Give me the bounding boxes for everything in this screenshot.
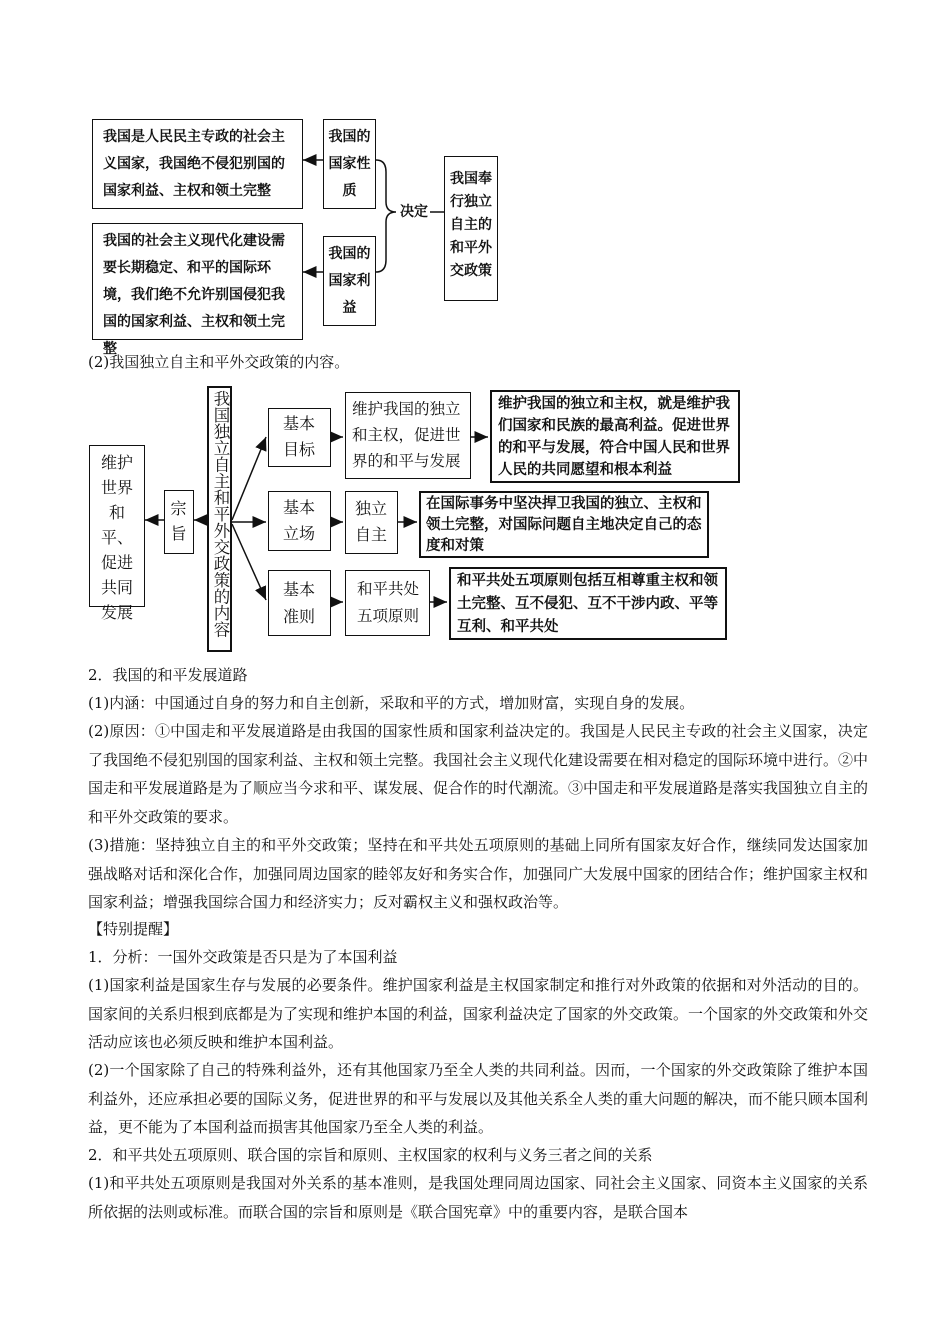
section2-p3: (3)措施：坚持独立自主的和平外交政策；坚持在和平共处五项原则的基础上同所有国家友好合作，继续同发达国家加强战略对话和深化合作，加强同周边国家的睦邻友好和务实合作，加强同广大发展中国家的团结合作；维护国家主权和国家利益；增强我国综合国力和经济实力；反对霸权主义和强权政治等。 (88, 836, 869, 911)
box-row1-item: 维护我国的独立和主权，促进世界的和平与发展 (345, 392, 471, 479)
arrow-center-row1 (232, 437, 266, 520)
decide-label: 决定 (400, 204, 428, 220)
box-interest-desc: 我国的社会主义现代化建设需要长期稳定、和平的国际环境，我们绝不允许别国侵犯我国的国家利益、主权和领土完整 (92, 223, 303, 340)
box-center: 我国独立自主和平外交政策的内容 (207, 386, 232, 652)
box-row2-label: 基本立场 (268, 491, 331, 551)
box-row3-desc: 和平共处五项原则包括互相尊重主权和领土完整、互不侵犯、互不干涉内政、平等互利、和平共处 (449, 567, 727, 640)
box-row2-desc: 在国际事务中坚决捍卫我国的独立、主权和领土完整，对国际问题自主地决定自己的态度和对策 (419, 491, 709, 558)
box-result: 我国奉行独立自主的和平外交政策 (444, 156, 498, 301)
box-row3-label: 基本准则 (268, 570, 331, 636)
special-p1: (1)国家利益是国家生存与发展的必要条件。维护国家利益是主权国家制定和推行对外政策的依据和对外活动的目的。国家间的关系归根到底都是为了实现和维护本国的利益，国家利益决定了国家的外交政策。一个国家的外交政策和外交活动应该也必须反映和维护本国利益。 (88, 976, 869, 1051)
section2-p1: (1)内涵：中国通过自身的努力和自主创新，采取和平的方式，增加财富，实现自身的发展。 (88, 694, 695, 712)
special-p3: (1)和平共处五项原则是我国对外关系的基本准则，是我国处理同周边国家、同社会主义国家、同资本主义国家的关系所依据的法则或标准。而联合国的宗旨和原则是《联合国宪章》中的重要内容，是联合国本 (88, 1174, 868, 1221)
box-row2-item: 独立自主 (345, 491, 398, 554)
special-heading: 【特别提醒】 (88, 920, 179, 938)
section2-p2: (2)原因：①中国走和平发展道路是由我国的国家性质和国家利益决定的。我国是人民民主专政的社会主义国家，决定了我国绝不侵犯别国的国家利益、主权和领土完整。我国社会主义现代化建设需要在相对稳定的国际环境中进行。②中国走和平发展道路是为了顺应当今求和平、谋发展、促合作的时代潮流。③中国走和平发展道路是落实我国独立自主的和平外交政策的要求。 (88, 722, 869, 826)
special-h1: 1．分析：一国外交政策是否只是为了本国利益 (88, 948, 398, 966)
box-purpose: 宗旨 (164, 490, 194, 554)
special-h2: 2．和平共处五项原则、联合国的宗旨和原则、主权国家的权利与义务三者之间的关系 (88, 1146, 653, 1164)
box-nature-label: 我国的国家性质 (323, 119, 376, 209)
caption-2: (2)我国独立自主和平外交政策的内容。 (88, 353, 350, 371)
section2-heading: 2．我国的和平发展道路 (88, 666, 248, 684)
box-nature-desc: 我国是人民民主专政的社会主义国家，我国绝不侵犯别国的国家利益、主权和领土完整 (92, 119, 303, 209)
box-interest-label: 我国的国家利益 (323, 236, 376, 326)
special-p2: (2)一个国家除了自己的特殊利益外，还有其他国家乃至全人类的共同利益。因而，一个国家的外交政策除了维护本国利益外，还应承担必要的国际义务，促进世界的和平与发展以及其他关系全人类的重大问题的解决，而不能只顾本国利益，更不能为了本国利益而损害其他国家乃至全人类的利益。 (88, 1061, 869, 1136)
box-purpose-result: 维护世界和平、促进共同发展 (89, 445, 145, 607)
arrow-center-row3 (232, 524, 266, 600)
box-row1-desc: 维护我国的独立和主权，就是维护我们国家和民族的最高利益。促进世界的和平与发展，符合中国人民和世界人民的共同愿望和根本利益 (490, 390, 740, 483)
box-row3-item: 和平共处五项原则 (345, 570, 430, 636)
box-row1-label: 基本目标 (268, 408, 331, 467)
